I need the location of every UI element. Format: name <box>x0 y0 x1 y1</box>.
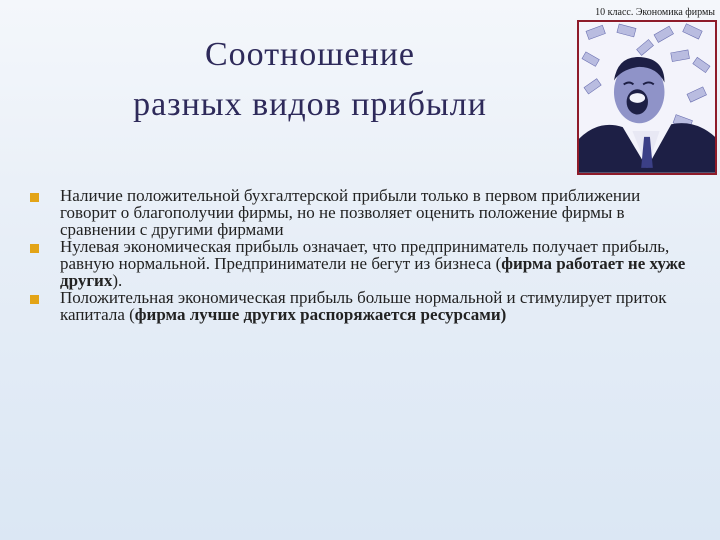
list-item <box>30 289 690 323</box>
slide-title-line-2: разных видов прибыли <box>133 86 487 123</box>
bullet-list <box>30 187 690 323</box>
slide-title <box>60 30 560 130</box>
header-note: 10 класс. Экономика фирмы <box>595 7 715 18</box>
bullet-bold-text: фирма лучше других распоряжается ресурсами) <box>134 305 507 324</box>
bullet-icon <box>30 244 39 253</box>
list-item <box>30 238 690 289</box>
bullet-bold-text: фирма работает не хуже других <box>60 254 686 290</box>
bullet-text: Наличие положительной бухгалтерской прибыли только в первом приближении говорит о благополучии фирмы, но не позволяет оценить положение фирмы в сравнении с другими фирмами <box>60 186 641 239</box>
bullet-icon <box>30 295 39 304</box>
bullet-text: Положительная экономическая прибыль больше нормальной и стимулирует приток капитала ( <box>60 288 667 324</box>
man-with-money-icon <box>579 22 715 173</box>
man-with-money-photo <box>577 20 717 175</box>
bullet-icon <box>30 193 39 202</box>
bullet-text: Нулевая экономическая прибыль означает, что предприниматель получает прибыль, равную нормальной. Предприниматели не бегут из бизнеса ( <box>60 237 670 273</box>
list-item <box>30 187 690 238</box>
bullet-tail-text: ). <box>112 271 123 290</box>
slide-title-line-1: Соотношение <box>204 36 416 73</box>
